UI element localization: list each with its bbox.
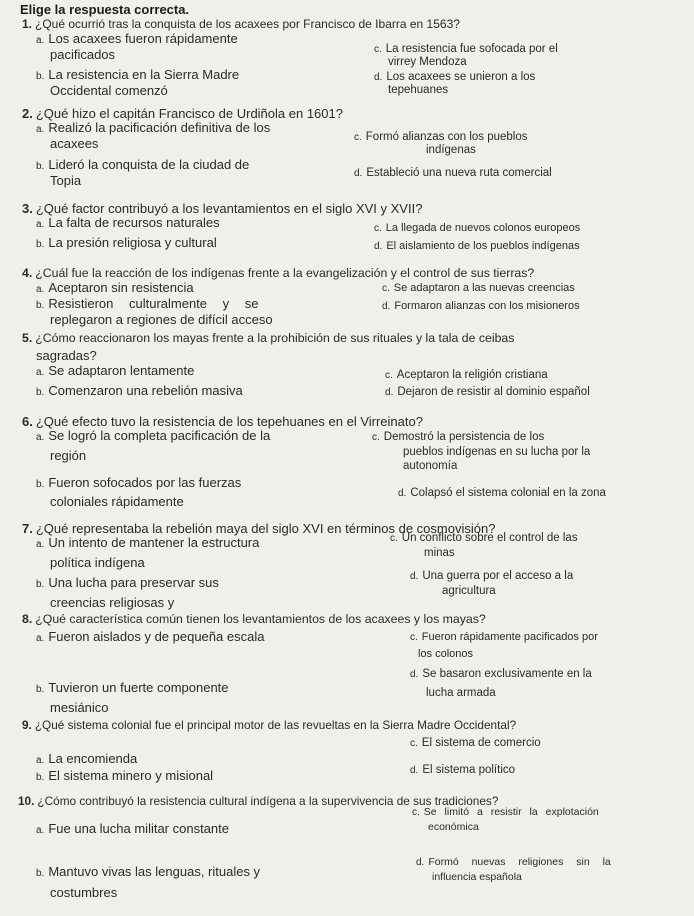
option-10d[interactable]: d. Formó nuevas religiones sin la influencia española	[416, 856, 611, 883]
option-2b[interactable]: b. Lideró la conquista de la ciudad de Topia	[36, 157, 250, 188]
option-5c[interactable]: c. Aceptaron la religión cristiana	[385, 369, 548, 381]
option-3c[interactable]: c. La llegada de nuevos colonos europeos	[374, 222, 581, 234]
question-8: 8. ¿Qué característica común tienen los levantamientos de los acaxees y los mayas?	[22, 612, 486, 626]
option-6d[interactable]: d. Colapsó el sistema colonial en la zona	[398, 487, 606, 499]
option-1c[interactable]: c. La resistencia fue sofocada por el virrey Mendoza	[374, 43, 558, 68]
question-7: 7. ¿Qué representaba la rebelión maya del siglo XVI en términos de cosmovisión?	[22, 521, 496, 536]
option-5d[interactable]: d. Dejaron de resistir al dominio español	[385, 386, 590, 398]
option-4a[interactable]: a. Aceptaron sin resistencia	[36, 280, 194, 295]
option-8a[interactable]: a. Fueron aislados y de pequeña escala	[36, 629, 265, 644]
option-7c[interactable]: c. Un conflicto sobre el control de las minas	[390, 532, 578, 559]
option-6b[interactable]: b. Fueron sofocados por las fuerzas coloniales rápidamente	[36, 475, 242, 509]
option-2c[interactable]: c. Formó alianzas con los pueblos indígenas	[354, 131, 528, 156]
option-8c[interactable]: c. Fueron rápidamente pacificados por los colonos	[410, 631, 598, 660]
question-4: 4. ¿Cuál fue la reacción de los indígenas frente a la evangelización y el control de sus tierras?	[22, 266, 535, 280]
option-10c[interactable]: c. Se limitó a resistir la explotación económica	[412, 806, 599, 833]
question-10: 10. ¿Cómo contribuyó la resistencia cultural indígena a la supervivencia de sus tradiciones?	[18, 794, 499, 808]
option-3b[interactable]: b. La presión religiosa y cultural	[36, 235, 217, 250]
question-5-continued: sagradas?	[36, 348, 97, 363]
option-9d[interactable]: d. El sistema político	[410, 764, 516, 776]
option-6a[interactable]: a. Se logró la completa pacificación de la región	[36, 428, 271, 463]
option-9c[interactable]: c. El sistema de comercio	[410, 737, 541, 749]
option-1a[interactable]: a. Los acaxees fueron rápidamente pacificados	[36, 31, 238, 62]
page-title: Elige la respuesta correcta.	[20, 2, 190, 17]
option-7b[interactable]: b. Una lucha para preservar sus creencias religiosas y	[36, 575, 219, 610]
option-4c[interactable]: c. Se adaptaron a las nuevas creencias	[382, 282, 575, 294]
question-3: 3. ¿Qué factor contribuyó a los levantamientos en el siglo XVI y XVII?	[22, 201, 423, 216]
option-10b[interactable]: b. Mantuvo vivas las lenguas, rituales y costumbres	[36, 864, 261, 900]
option-5b[interactable]: b. Comenzaron una rebelión masiva	[36, 383, 243, 398]
question-9: 9. ¿Qué sistema colonial fue el principal motor de las revueltas en la Sierra Madre Occidental?	[22, 718, 517, 732]
option-6c[interactable]: c. Demostró la persistencia de los pueblos indígenas en su lucha por la autonomía	[372, 431, 591, 472]
option-8d[interactable]: d. Se basaron exclusivamente en la lucha armada	[410, 668, 592, 699]
question-2: 2. ¿Qué hizo el capitán Francisco de Urdiñola en 1601?	[22, 106, 343, 121]
option-8b[interactable]: b. Tuvieron un fuerte componente mesiánico	[36, 680, 229, 715]
question-6: 6. ¿Qué efecto tuvo la resistencia de los tepehuanes en el Virreinato?	[22, 414, 423, 429]
option-3a[interactable]: a. La falta de recursos naturales	[36, 215, 220, 230]
option-10a[interactable]: a. Fue una lucha militar constante	[36, 821, 229, 836]
question-5: 5. ¿Cómo reaccionaron los mayas frente a la prohibición de sus rituales y la tala de ceibas	[22, 331, 515, 345]
option-3d[interactable]: d. El aislamiento de los pueblos indígenas	[374, 240, 580, 252]
question-1	[22, 17, 460, 32]
option-1d[interactable]: d. Los acaxees se unieron a los tepehuanes	[374, 71, 536, 96]
option-2d[interactable]: d. Estableció una nueva ruta comercial	[354, 167, 552, 179]
option-9a[interactable]: a. La encomienda	[36, 751, 138, 766]
option-7d[interactable]: d. Una guerra por el acceso a la agricultura	[410, 570, 574, 597]
option-4b[interactable]: b. Resistieron culturalmente y se replegaron a regiones de difícil acceso	[36, 296, 273, 327]
option-7a[interactable]: a. Un intento de mantener la estructura política indígena	[36, 535, 260, 570]
option-4d[interactable]: d. Formaron alianzas con los misioneros	[382, 300, 580, 312]
option-9b[interactable]: b. El sistema minero y misional	[36, 768, 214, 783]
option-2a[interactable]: a. Realizó la pacificación definitiva de los acaxees	[36, 120, 271, 151]
question-number: 1.	[22, 17, 33, 31]
question-text: ¿Qué ocurrió tras la conquista de los acaxees por Francisco de Ibarra en 1563?	[35, 17, 460, 31]
option-1b[interactable]: b. La resistencia en la Sierra Madre Occidental comenzó	[36, 67, 240, 98]
option-5a[interactable]: a. Se adaptaron lentamente	[36, 363, 195, 378]
